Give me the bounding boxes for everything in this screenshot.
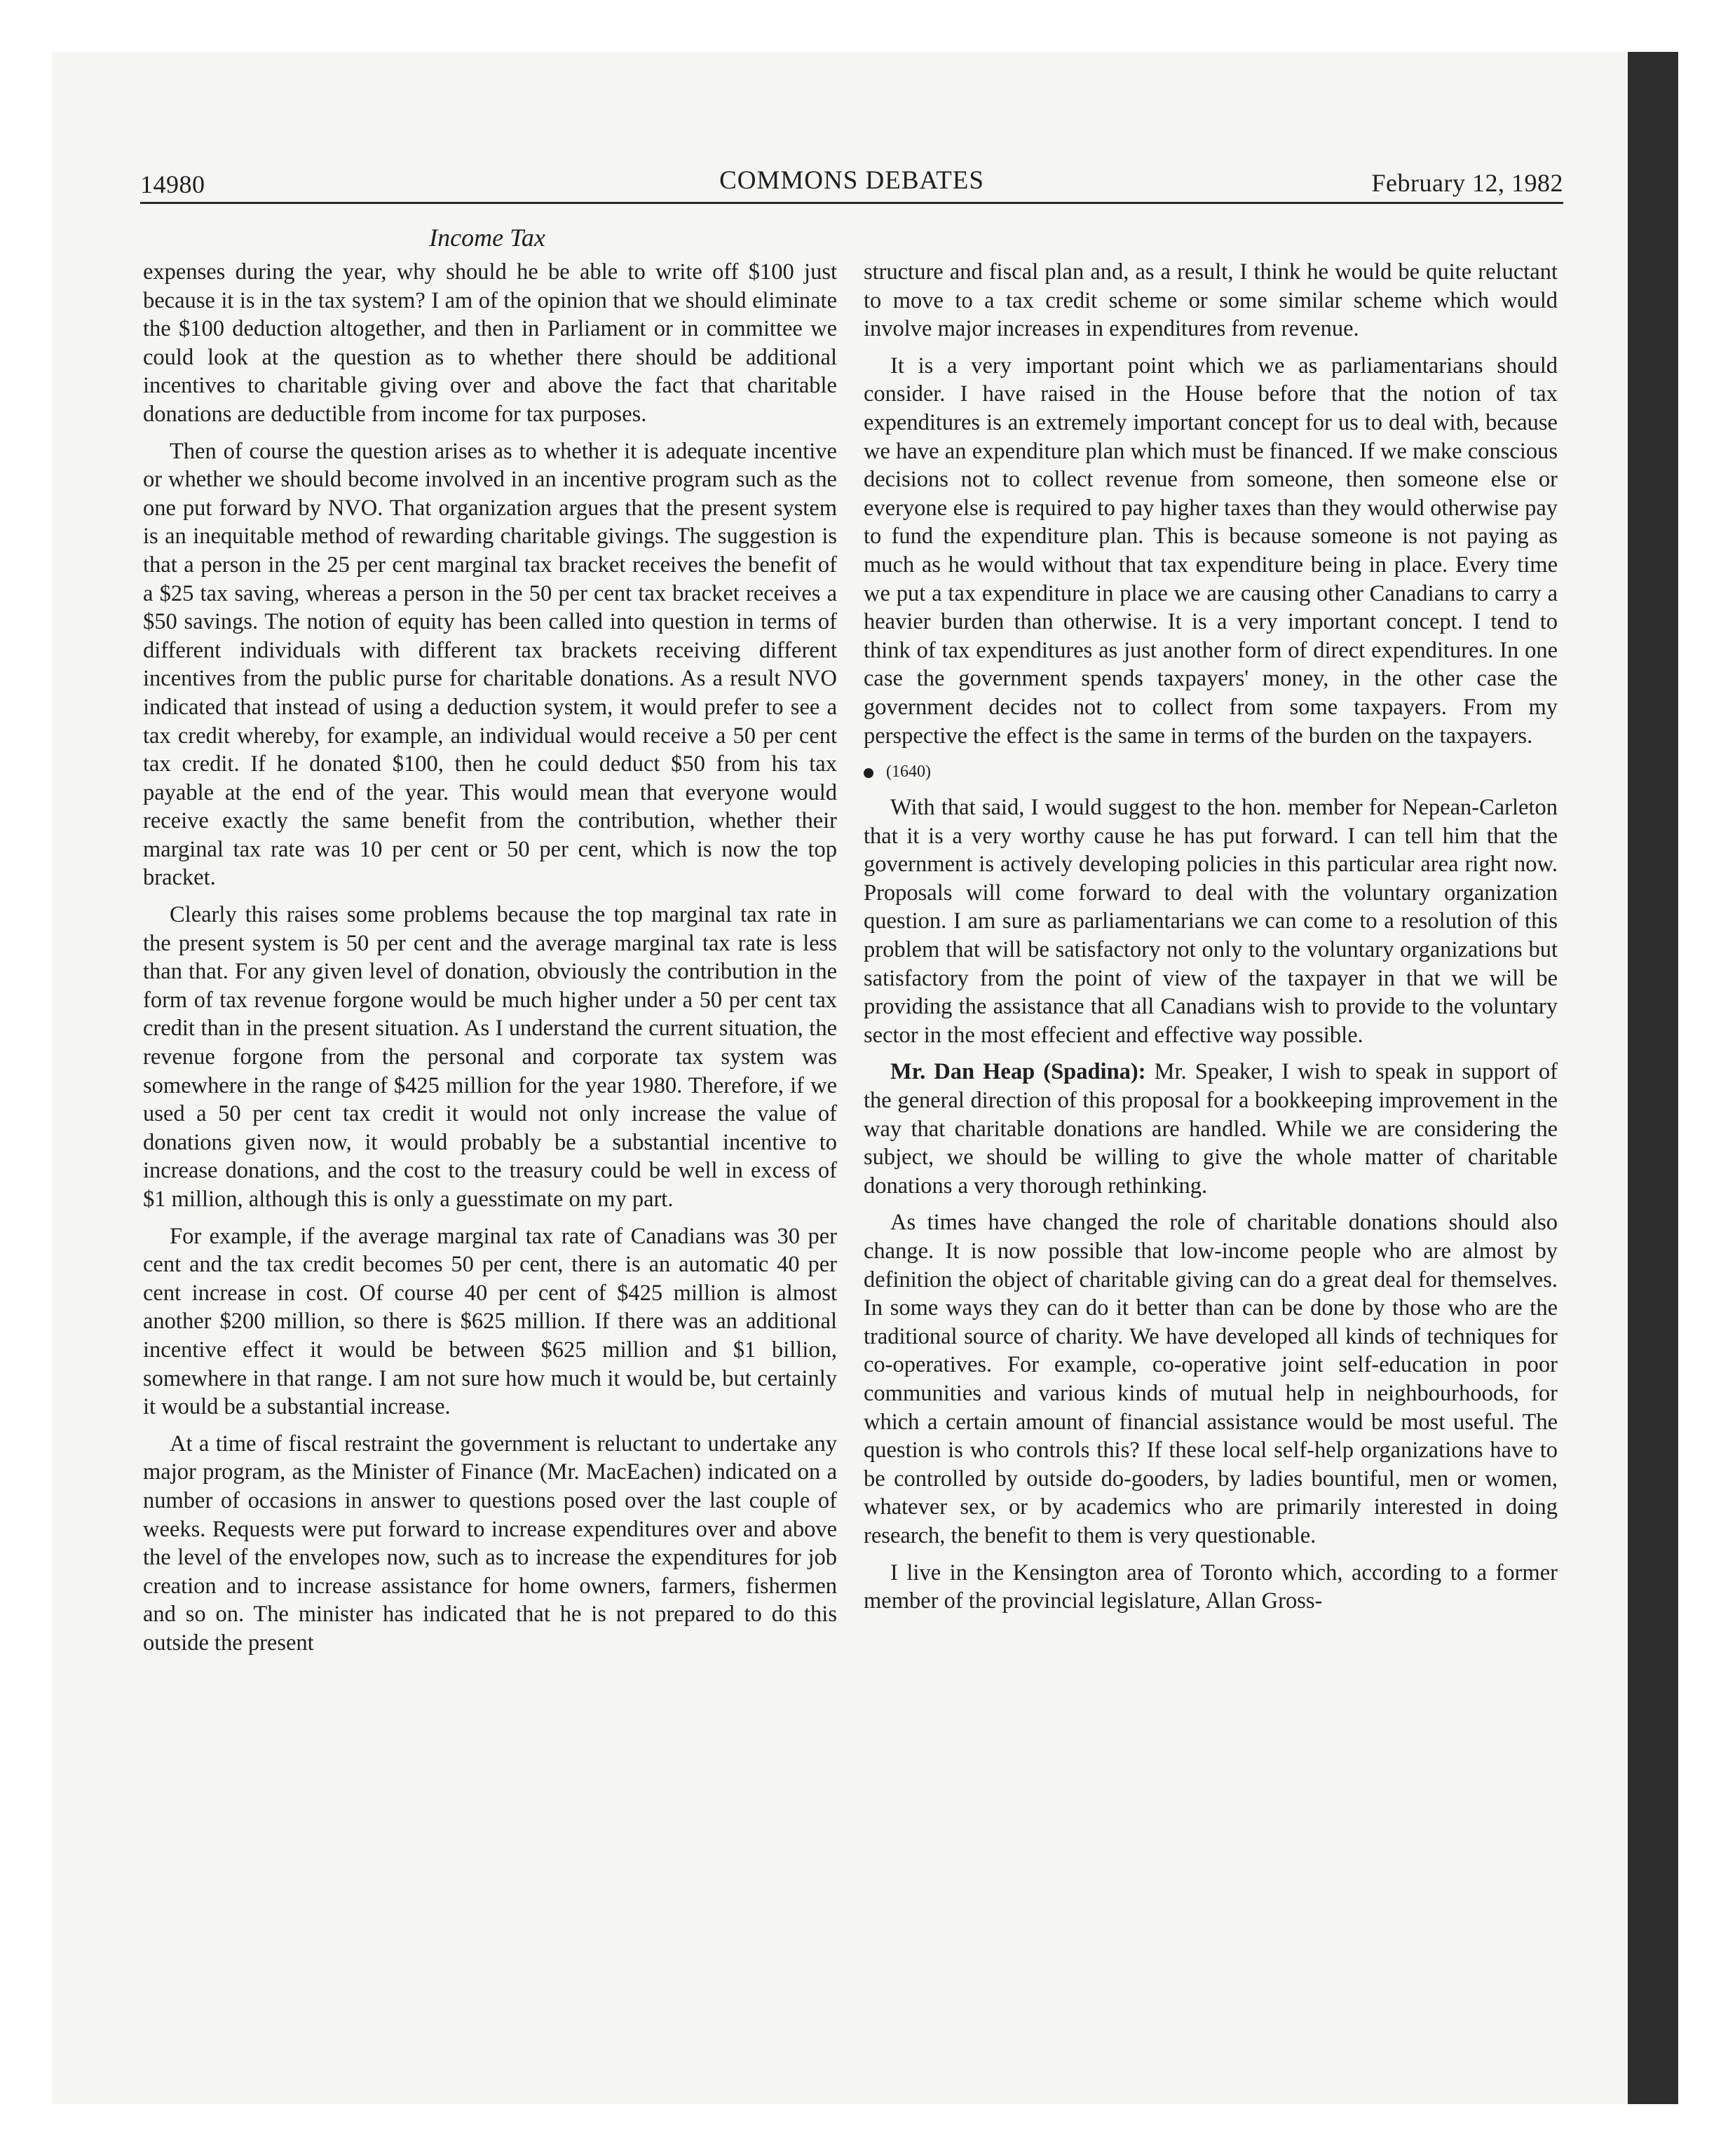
time-marker: [864, 761, 1558, 782]
speech-paragraph: [864, 1058, 1558, 1200]
paragraph: With that said, I would suggest to the hon. member for Nepean-Carleton that it is a very worthy cause he has put forward. I can tell him that the government is actively developing policies in this particular area right now. Proposals will come forward to deal with the voluntary organization question. I am sure as parliamentarians we can come to a resolution of this problem that will be satisfactory not only to the voluntary organizations but satisfactory from the point of view of the taxpayer in that we will be providing the assistance that all Canadians wish to provide to the voluntary sector in the most effecient and effective way possible.: [864, 795, 1558, 1048]
paragraph: At a time of fiscal restraint the government is reluctant to undertake any major program, as the Minister of Finance (Mr. MacEachen) indicated on a number of occasions in answer to questions posed over the last couple of weeks. Requests were put forward to increase expenditures over and above the level of the envelopes now, such as to increase the expenditures for job creation and to increase assistance for home owners, farmers, fishermen and so on. The minister has indicated that he is not prepared to do this outside the present: [143, 1431, 837, 1656]
paragraph: structure and fiscal plan and, as a result, I think he would be quite reluctant to move to a tax credit scheme or some similar scheme which would involve major increases in expenditures from revenue.: [864, 259, 1558, 342]
left-column: [143, 258, 837, 1666]
paragraph: For example, if the average marginal tax rate of Canadians was 30 per cent and the tax credit becomes 50 per cent, there is an automatic 40 per cent increase in cost. Of course 40 per cent of $425 million is almost another $200 million, so there is $625 million. If there was an additional incentive effect it would be between $625 million and $1 billion, somewhere in that range. I am not sure how much it would be, but certainly it would be a substantial increase.: [143, 1223, 837, 1420]
speech-text: Mr. Speaker, I wish to speak in support of the general direction of this proposal for a bookkeeping improvement in the way that charitable donations are handled. While we are considering the subject, we should be willing to give the whole matter of charitable donations a very thorough rethinking.: [864, 1059, 1558, 1199]
publication-date: February 12, 1982: [1371, 169, 1563, 197]
paragraph: As times have changed the role of charitable donations should also change. It is now possible that low-income people who are almost by definition the object of charitable giving can do a great deal for themselves. In some ways they can do it better than can be done by those who are the traditional source of charity. We have developed all kinds of techniques for co-operatives. For example, co-operative joint self-education in poor communities and various kinds of mutual help in neighbourhoods, for which a certain amount of financial assistance would be most useful. The question is who controls this? If these local self-help organizations have to be controlled by outside do-gooders, by ladies bountiful, men or women, whatever sex, or by academics who are primarily interested in doing research, the benefit to them is very questionable.: [864, 1210, 1558, 1548]
paragraph: expenses during the year, why should he be able to write off $100 just because it is in the tax system? I am of the opinion that we should eliminate the $100 deduction altogether, and then in Parliament or in committee we could look at the question as to whether there should be additional incentives to charitable giving over and above the fact that charitable donations are deductible from income for tax purposes.: [143, 259, 837, 427]
right-column: [864, 258, 1558, 1624]
speaker-name: Mr. Dan Heap (Spadina):: [890, 1059, 1146, 1085]
paragraph: It is a very important point which we as parliamentarians should consider. I have raised in the House before that the notion of tax expenditures is an extremely important concept for us to deal with, because we have an expenditure plan which must be financed. If we make conscious decisions not to collect revenue from someone, then someone else or everyone else is required to pay higher taxes than they would otherwise pay to fund the expenditure plan. This is because someone is not paying as much as he would without that tax expenditure being in place. Every time we put a tax expenditure in place we are causing other Canadians to carry a heavier burden than otherwise. It is a very important concept. I tend to think of tax expenditures as just another form of direct expenditures. In one case the government spends taxpayers' money, in the other case the government decides not to collect from some taxpayers. From my perspective the effect is the same in terms of the burden on the taxpayers.: [864, 353, 1558, 749]
paragraph: Then of course the question arises as to whether it is adequate incentive or whether we should become involved in an incentive program such as the one put forward by NVO. That organization argues that the present system is an inequitable method of rewarding charitable givings. The suggestion is that a person in the 25 per cent marginal tax bracket receives the benefit of a $25 tax saving, whereas a person in the 50 per cent tax bracket receives a $50 savings. The notion of equity has been called into question in terms of different individuals with different tax brackets receiving different incentives from the public purse for charitable donations. As a result NVO indicated that instead of using a deduction system, it would prefer to see a tax credit whereby, for example, an individual would receive a 50 per cent tax credit. If he donated $100, then he could deduct $50 from his tax payable at the end of the year. This would mean that everyone would receive exactly the same benefit from the contribution, whether their marginal tax rate was 10 per cent or 50 per cent, which is now the top bracket.: [143, 438, 837, 891]
page-number: 14980: [140, 170, 205, 198]
time-marker-label: (1640): [886, 763, 931, 782]
header-rule: [140, 202, 1563, 204]
bullet-icon: [864, 768, 873, 778]
paragraph: I live in the Kensington area of Toronto which, according to a former member of the provincial legislature, Allan Gross-: [864, 1560, 1558, 1614]
section-title: Income Tax: [429, 224, 545, 252]
journal-title: COMMONS DEBATES: [719, 166, 984, 195]
scan-edge-shadow: [1628, 52, 1678, 2104]
page-header: [140, 165, 1563, 205]
paragraph: Clearly this raises some problems because the top marginal tax rate in the present system is 50 per cent and the average marginal tax rate is less than that. For any given level of donation, obviously the contribution in the form of tax revenue forgone would be much higher under a 50 per cent tax credit than in the present situation. As I understand the current situation, the revenue forgone from the personal and corporate tax system was somewhere in the range of $425 million for the year 1980. Therefore, if we used a 50 per cent tax credit it would not only increase the value of donations given now, it would probably be a substantial incentive to increase donations, and the cost to the treasury could be well in excess of $1 million, although this is only a guesstimate on my part.: [143, 902, 837, 1212]
